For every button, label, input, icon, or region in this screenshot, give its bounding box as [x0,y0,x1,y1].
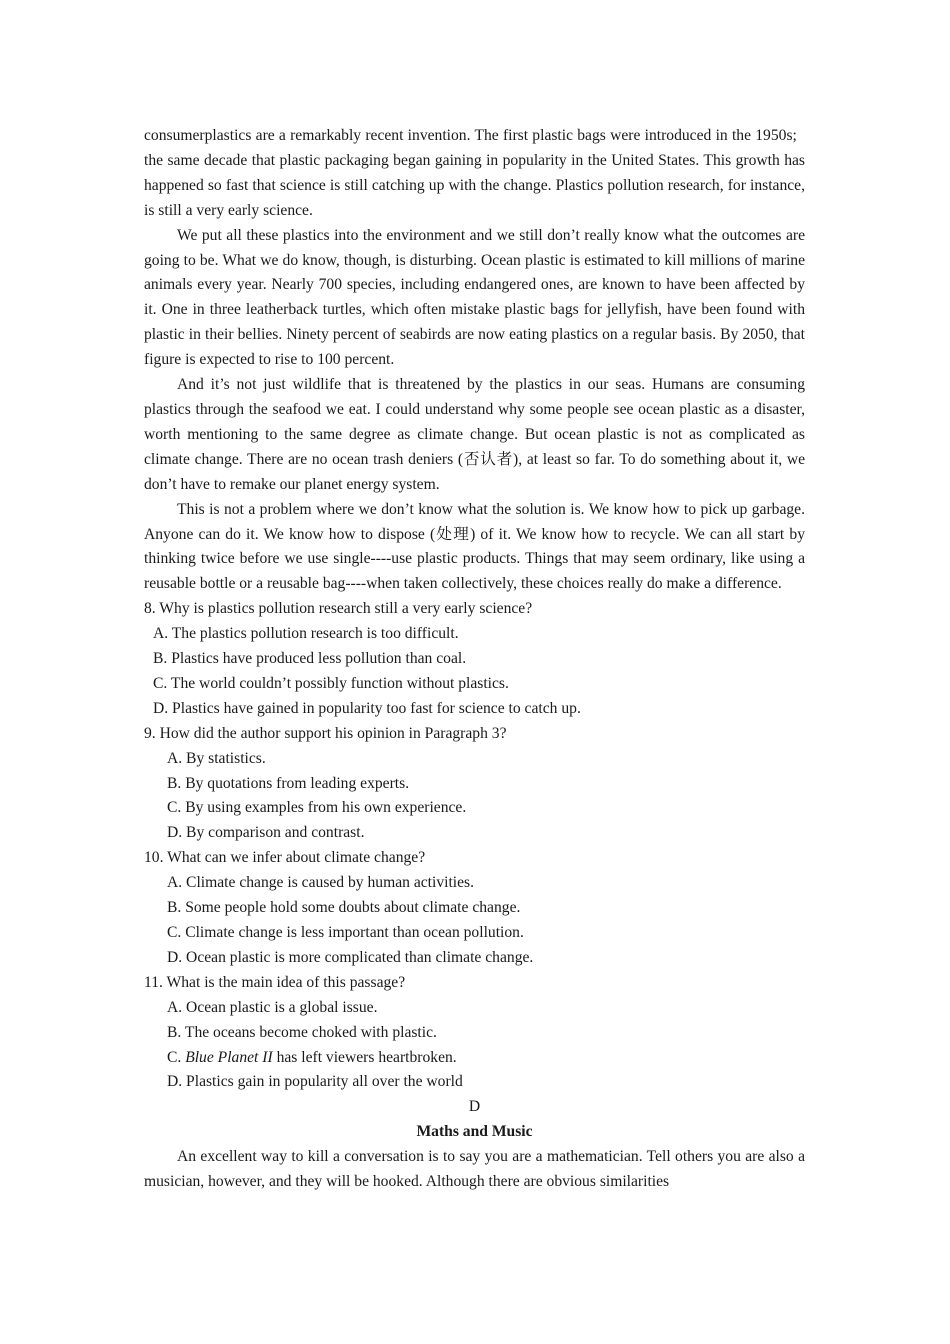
question-9-stem: 9. How did the author support his opinion in Paragraph 3? [144,724,507,742]
question-8-stem: 8. Why is plastics pollution research still a very early science? [144,600,533,618]
passage-c-paragraph-4: This is not a problem where we don’t know what the solution is. We know how to pick up garbage. Anyone can do it. We know how to dispose (处理) of it. We know how to recycle. We can all start by thinking twice before we use single----use plastic products. Things that may seem ordinary, like using a reusable bottle or a reusable bag----when taken collectively, these choices really do make a difference. [144,500,805,593]
question-11-option-c [144,1046,805,1071]
question-8-option-a: A. The plastics pollution research is too difficult. [153,625,459,643]
question-10-option-a: A. Climate change is caused by human activities. [167,874,475,892]
passage-c-paragraph-1: consumerplastics are a remarkably recent invention. The first plastic bags were introduced in the 1950s; the same decade that plastic packaging began gaining in popularity in the United States. This growth has happened so fast that science is still catching up with the change. Plastics pollution research, for instance, is still a very early science. [144,127,805,219]
question-10-option-c: C. Climate change is less important than ocean pollution. [167,924,524,941]
passage-title: Maths and Music [416,1123,533,1141]
question-10-stem: 10. What can we infer about climate change? [144,849,426,867]
passage-d-paragraph-1: An excellent way to kill a conversation is to say you are a mathematician. Tell others you are also a musician, however, and they will be hooked. Although there are obvious similarities [144,1148,805,1191]
question-11-option-b: B. The oceans become choked with plastic. [167,1023,437,1041]
question-11 [144,971,805,1096]
question-9-option-b: B. By quotations from leading experts. [167,774,410,792]
question-9-option-d: D. By comparison and contrast. [167,824,365,842]
question-8-option-b: B. Plastics have produced less pollution than coal. [153,650,467,668]
question-9 [144,722,805,847]
question-9-option-c: C. By using examples from his own experience. [167,799,467,817]
question-10 [144,846,805,971]
question-8-option-c: C. The world couldn’t possibly function without plastics. [153,674,509,692]
question-11-stem: 11. What is the main idea of this passage? [144,973,406,991]
passage-c-paragraph-3: And it’s not just wildlife that is threatened by the plastics in our seas. Humans are consuming plastics through the seafood we eat. I could understand why some people see ocean plastic as a disaster, worth mentioning to the same degree as climate change. But ocean plastic is not as complicated as climate change. There are no ocean trash deniers (否认者), at least so far. To do something about it, we don’t have to remake our planet energy system. [144,376,805,493]
question-10-option-d: D. Ocean plastic is more complicated than climate change. [167,948,534,966]
question-8 [144,597,805,722]
option-c-title: Blue Planet II [185,1048,273,1066]
question-9-option-a: A. By statistics. [167,749,266,767]
section-letter: D [468,1098,481,1116]
question-10-option-b: B. Some people hold some doubts about climate change. [167,899,521,917]
question-11-option-d: D. Plastics gain in popularity all over the world [167,1073,463,1091]
document-page [144,124,805,1195]
passage-c-paragraph-2: We put all these plastics into the environment and we still don’t really know what the outcomes are going to be. What we do know, though, is disturbing. Ocean plastic is estimated to kill millions of marine animals every year. Nearly 700 species, including endangered ones, are known to have been affected by it. One in three leatherback turtles, which often mistake plastic bags for jellyfish, have been found with plastic in their bellies. Ninety percent of seabirds are now eating plastics on a regular basis. By 2050, that figure is expected to rise to 100 percent. [144,226,805,369]
option-c-prefix: C. [167,1048,186,1066]
option-c-suffix: has left viewers heartbroken. [272,1048,457,1066]
question-11-option-a: A. Ocean plastic is a global issue. [167,998,378,1016]
question-8-option-d: D. Plastics have gained in popularity too fast for science to catch up. [153,699,581,717]
